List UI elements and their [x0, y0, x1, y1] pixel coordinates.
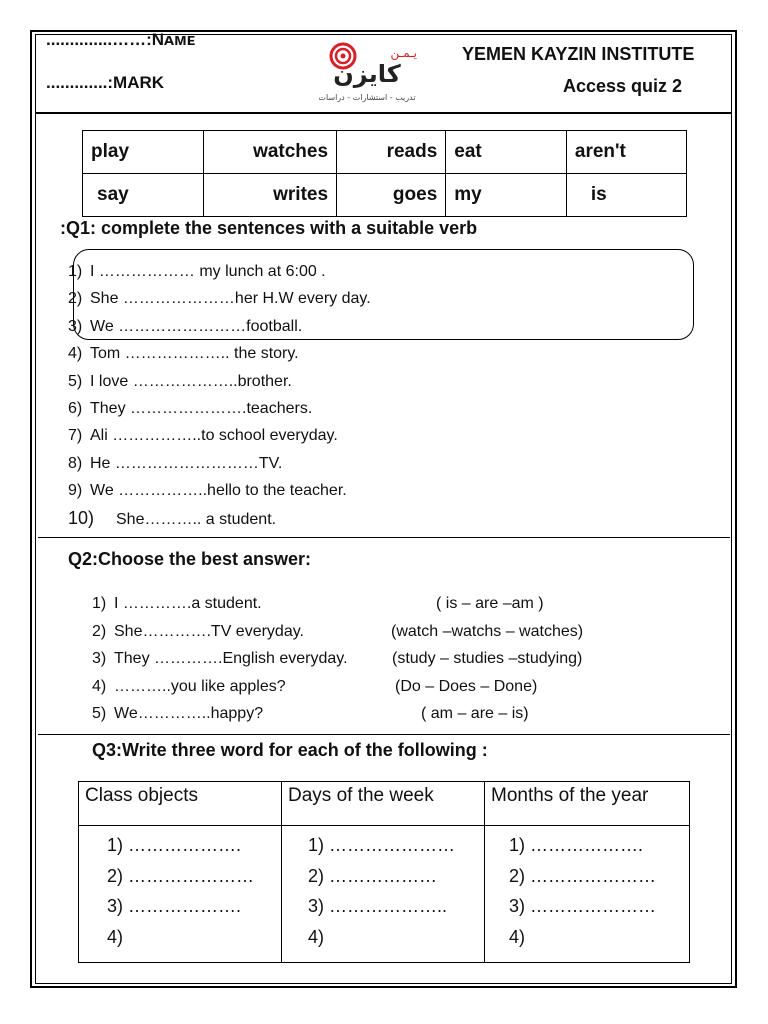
logo-main-text: كايزن: [333, 60, 401, 88]
column-header: Days of the week: [282, 782, 485, 826]
list-item: [92, 618, 348, 646]
item-number: 3): [92, 650, 107, 668]
institute-name: YEMEN KAYZIN INSTITUTE: [462, 44, 695, 64]
item-number: 5): [92, 705, 107, 723]
logo-subtitle-text: تدريب - استشارات - دراسات: [318, 93, 416, 102]
answer-line: 2) …………………: [509, 865, 657, 886]
item-number: 10): [68, 507, 95, 528]
item-text: She……….. a student.: [116, 510, 277, 528]
list-item: [68, 450, 371, 477]
list-item: [92, 590, 348, 618]
name-field: ..............……:Nᴀᴍᴇ: [46, 30, 196, 49]
quiz-title: Access quiz 2: [563, 76, 683, 96]
item-text: Tom ……………….. the story.: [90, 345, 299, 363]
item-text: I love ………………..brother.: [90, 372, 292, 390]
logo-emblem-icon: [305, 40, 430, 108]
item-number: 3): [68, 317, 83, 335]
list-item: [92, 645, 348, 673]
answer-options: (Do – Does – Done): [395, 677, 538, 695]
word-cell: play: [83, 131, 204, 174]
answer-line: 3) ……………….: [107, 896, 242, 916]
list-item: [68, 285, 371, 312]
item-text: We…………..happy?: [114, 705, 264, 723]
item-number: 8): [68, 454, 83, 472]
item-text: She …………………her H.W every day.: [90, 290, 371, 308]
q1-list: [68, 258, 371, 532]
institute-logo: [305, 40, 430, 108]
list-item: [68, 258, 371, 285]
word-cell: goes: [337, 174, 446, 217]
list-item: [68, 505, 371, 532]
word-cell: writes: [203, 174, 336, 217]
item-number: 2): [92, 622, 107, 640]
item-text: I ……………… my lunch at 6:00 .: [90, 263, 326, 280]
answer-line: 1) ……………….: [107, 835, 242, 855]
list-item: [68, 477, 371, 504]
header-divider: [35, 112, 732, 114]
q1-title: :Q1: complete the sentences with a suitable verb: [60, 218, 478, 238]
answer-line: 4): [107, 926, 124, 947]
item-number: 1): [68, 263, 83, 280]
answer-line: 4): [509, 926, 526, 947]
list-item: [92, 673, 348, 701]
word-cell: reads: [337, 131, 446, 174]
item-number: 7): [68, 427, 83, 445]
answer-options: (watch –watchs – watches): [391, 622, 584, 640]
item-text: They ………….English everyday.: [114, 650, 348, 668]
item-text: Ali ……………..to school everyday.: [90, 427, 338, 445]
q2-list: [92, 590, 348, 728]
answer-line: 2) ………………: [308, 865, 438, 886]
item-number: 1): [92, 595, 107, 612]
word-cell: watches: [203, 131, 336, 174]
q3-answer-row: [79, 826, 690, 963]
word-box-row: [83, 174, 687, 217]
answer-line: 3) ………………..: [308, 896, 448, 916]
word-cell: say: [83, 174, 204, 217]
q3-table: [78, 781, 690, 963]
list-item: [68, 395, 371, 422]
q3-title: Q3:Write three word for each of the following :: [92, 740, 488, 760]
word-cell: aren't: [566, 131, 686, 174]
item-number: 2): [68, 290, 83, 308]
answer-line: 2) …………………: [107, 865, 255, 886]
item-text: They ………………….teachers.: [90, 399, 313, 417]
q3-header-row: [79, 782, 690, 826]
item-number: 5): [68, 372, 83, 390]
item-number: 6): [68, 399, 83, 417]
mark-field: .............:MARK: [46, 73, 165, 92]
list-item: [68, 340, 371, 367]
answer-line: 3) …………………: [509, 896, 657, 916]
column-header: Months of the year: [485, 782, 690, 826]
list-item: [68, 368, 371, 395]
list-item: [68, 422, 371, 449]
list-item: [92, 700, 348, 728]
answer-line: 1) ……………….: [509, 835, 644, 855]
logo-top-text: يـمـن: [390, 46, 417, 60]
section-divider: [38, 537, 730, 538]
item-number: 9): [68, 482, 83, 500]
word-cell: my: [446, 174, 567, 217]
word-box-table: [82, 130, 687, 217]
answer-cell[interactable]: [282, 826, 485, 963]
answer-options: ( am – are – is): [421, 705, 529, 723]
column-header: Class objects: [79, 782, 282, 826]
item-text: We ……………..hello to the teacher.: [90, 482, 347, 500]
q2-title: Q2:Choose the best answer:: [68, 549, 312, 569]
word-cell: eat: [446, 131, 567, 174]
item-text: We ……………………football.: [90, 317, 303, 335]
answer-options: ( is – are –am ): [436, 595, 544, 612]
answer-line: 4): [308, 926, 325, 947]
section-divider: [38, 734, 730, 735]
answer-options: (study – studies –studying): [392, 650, 583, 668]
item-text: I ………….a student.: [114, 595, 262, 612]
answer-cell[interactable]: [485, 826, 690, 963]
item-text: ………..you like apples?: [114, 677, 286, 695]
item-number: 4): [68, 345, 83, 363]
answer-line: 1) …………………: [308, 835, 456, 855]
item-text: She………….TV everyday.: [114, 622, 304, 640]
item-text: He ………………………TV.: [90, 454, 283, 472]
word-cell: is: [566, 174, 686, 217]
list-item: [68, 313, 371, 340]
answer-cell[interactable]: [79, 826, 282, 963]
word-box-row: [83, 131, 687, 174]
item-number: 4): [92, 677, 107, 695]
